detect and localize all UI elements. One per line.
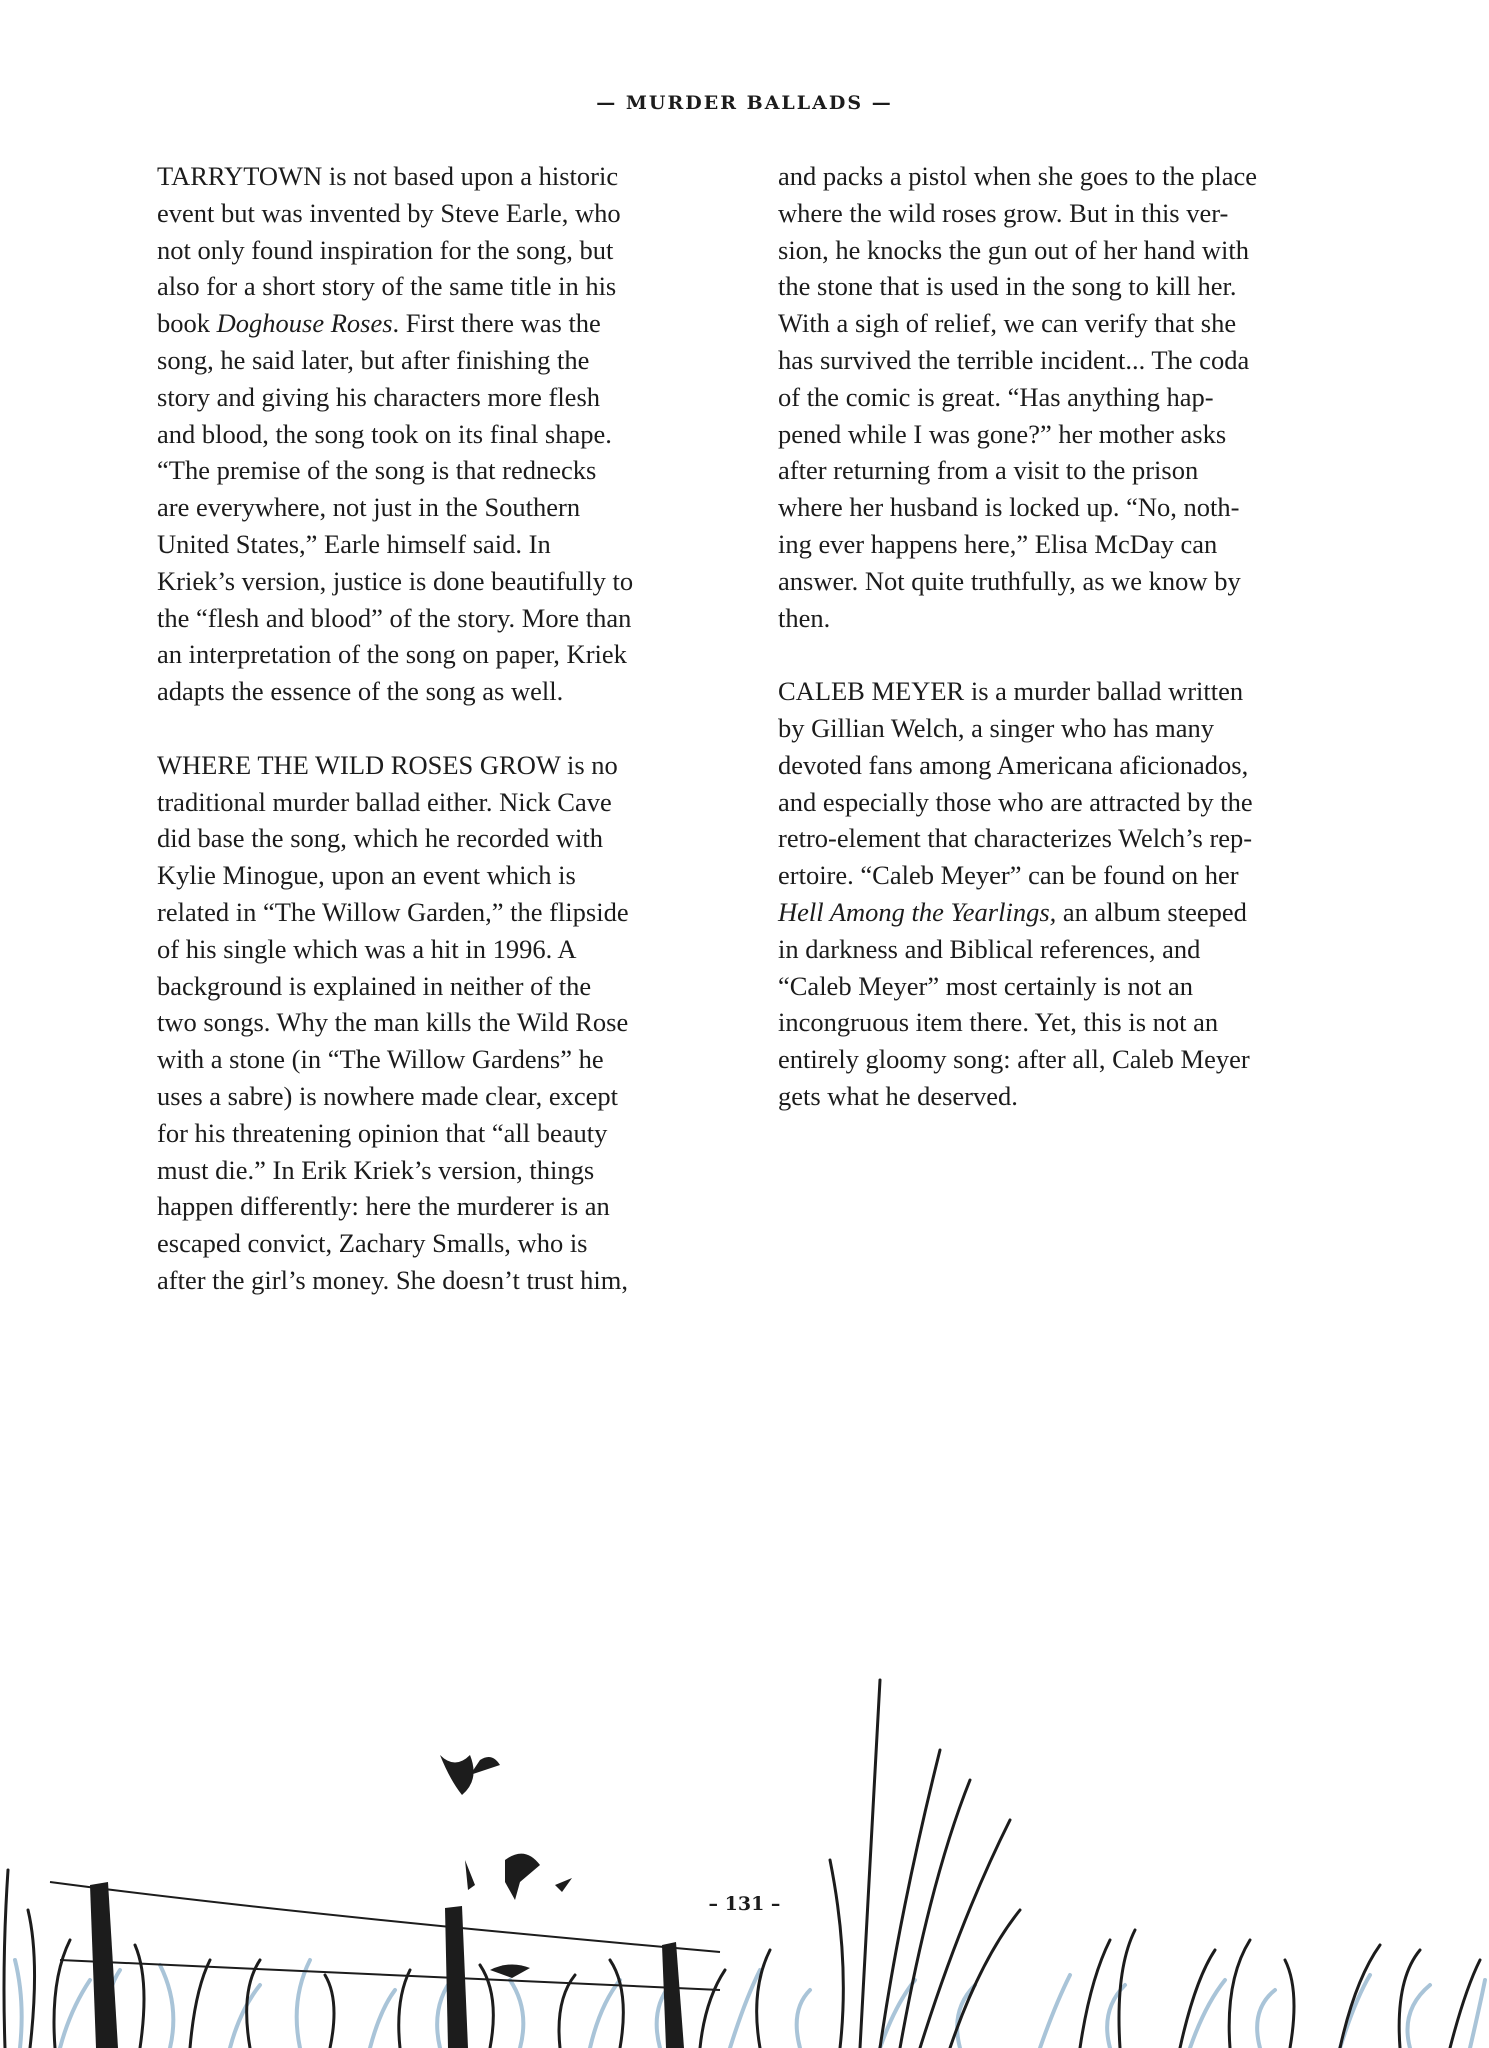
text-line: sion, he knocks the gun out of her hand with bbox=[778, 234, 1250, 265]
text-line: CALEB MEYER is a murder ballad written bbox=[778, 676, 1244, 707]
text-line: Kylie Minogue, upon an event which is bbox=[157, 860, 576, 891]
text-line: in darkness and Biblical references, and bbox=[778, 933, 1201, 964]
text-line: the “flesh and blood” of the story. More than bbox=[157, 602, 632, 633]
paragraph-tarrytown bbox=[157, 158, 697, 710]
text-line: answer. Not quite truthfully, as we know by bbox=[778, 565, 1241, 596]
right-column bbox=[778, 158, 1338, 1115]
text-line: an interpretation of the song on paper, Kriek bbox=[157, 639, 627, 670]
paragraph-wild-roses-cont bbox=[778, 158, 1338, 636]
text-line: uses a sabre) is nowhere made clear, except bbox=[157, 1080, 618, 1111]
text-line: “The premise of the song is that rednecks bbox=[157, 455, 597, 486]
text-line: song, he said later, but after finishing the bbox=[157, 344, 590, 375]
text-line: related in “The Willow Garden,” the flipside bbox=[157, 896, 629, 927]
text-line: ertoire. “Caleb Meyer” can be found on her bbox=[778, 860, 1239, 891]
text-line: are everywhere, not just in the Southern bbox=[157, 492, 581, 523]
grass-fence-crows-illustration bbox=[0, 1660, 1489, 2048]
text-line: WHERE THE WILD ROSES GROW is no bbox=[157, 749, 618, 780]
text-line: and blood, the song took on its final shape. bbox=[157, 418, 612, 449]
text-line: after the girl’s money. She doesn’t trust him, bbox=[157, 1264, 629, 1295]
text-line bbox=[157, 305, 697, 342]
text-line: after returning from a visit to the prison bbox=[778, 455, 1199, 486]
text-line: has survived the terrible incident... The coda bbox=[778, 344, 1250, 375]
text-line: ing ever happens here,” Elisa McDay can bbox=[778, 528, 1218, 559]
text-line: of the comic is great. “Has anything hap- bbox=[778, 381, 1214, 412]
left-column bbox=[157, 158, 697, 1299]
text-line: United States,” Earle himself said. In bbox=[157, 528, 551, 559]
text-line: adapts the essence of the song as well. bbox=[157, 676, 564, 707]
paragraph-wild-roses bbox=[157, 747, 697, 1299]
text-line: where her husband is locked up. “No, noth- bbox=[778, 492, 1240, 523]
text-line: incongruous item there. Yet, this is not an bbox=[778, 1007, 1219, 1038]
text-line: Kriek’s version, justice is done beautifully to bbox=[157, 565, 634, 596]
text-line: of his single which was a hit in 1996. A bbox=[157, 933, 577, 964]
text-line: entirely gloomy song: after all, Caleb Meyer bbox=[778, 1044, 1250, 1075]
text-line: pened while I was gone?” her mother asks bbox=[778, 418, 1227, 449]
text-line: background is explained in neither of the bbox=[157, 970, 592, 1001]
text-line: for his threatening opinion that “all beauty bbox=[157, 1117, 608, 1148]
text-line: story and giving his characters more flesh bbox=[157, 381, 601, 412]
text-line: event but was invented by Steve Earle, who bbox=[157, 197, 621, 228]
text-run: . First there was the bbox=[392, 308, 601, 339]
text-line: by Gillian Welch, a singer who has many bbox=[778, 712, 1215, 743]
text-line: retro-element that characterizes Welch’s rep- bbox=[778, 823, 1253, 854]
text-run: an album steeped bbox=[1056, 896, 1247, 927]
text-line: and packs a pistol when she goes to the place bbox=[778, 161, 1258, 191]
text-line: did base the song, which he recorded with bbox=[157, 823, 603, 854]
blue-grass-layer bbox=[15, 1960, 1485, 2048]
text-line: happen differently: here the murderer is an bbox=[157, 1191, 610, 1222]
black-grass-layer bbox=[4, 1680, 1480, 2048]
text-line: also for a short story of the same title in his bbox=[157, 271, 617, 302]
text-line: With a sigh of relief, we can verify that she bbox=[778, 308, 1237, 339]
text-line: then. bbox=[778, 602, 831, 633]
text-line: TARRYTOWN is not based upon a historic bbox=[157, 161, 619, 191]
text-line: with a stone (in “The Willow Gardens” he bbox=[157, 1044, 604, 1075]
text-line: devoted fans among Americana aficionados, bbox=[778, 749, 1249, 780]
paragraph-caleb-meyer bbox=[778, 673, 1338, 1115]
text-line: not only found inspiration for the song, but bbox=[157, 234, 614, 265]
text-line: traditional murder ballad either. Nick Cave bbox=[157, 786, 612, 817]
text-line: gets what he deserved. bbox=[778, 1080, 1018, 1111]
book-title: Doghouse Roses bbox=[216, 308, 393, 339]
text-line: two songs. Why the man kills the Wild Rose bbox=[157, 1007, 629, 1038]
text-line: must die.” In Erik Kriek’s version, things bbox=[157, 1154, 595, 1185]
text-line: “Caleb Meyer” most certainly is not an bbox=[778, 970, 1194, 1001]
text-line bbox=[778, 894, 1338, 931]
text-line: and especially those who are attracted by the bbox=[778, 786, 1253, 817]
text-line: escaped convict, Zachary Smalls, who is bbox=[157, 1228, 588, 1259]
text-line: where the wild roses grow. But in this ver- bbox=[778, 197, 1229, 228]
running-header: — MURDER BALLADS — bbox=[596, 92, 893, 114]
text-run: book bbox=[157, 308, 217, 339]
album-title: Hell Among the Yearlings, bbox=[778, 896, 1057, 927]
text-line: the stone that is used in the song to kill her. bbox=[778, 271, 1237, 302]
page-number: – 131 – bbox=[708, 1893, 781, 1915]
